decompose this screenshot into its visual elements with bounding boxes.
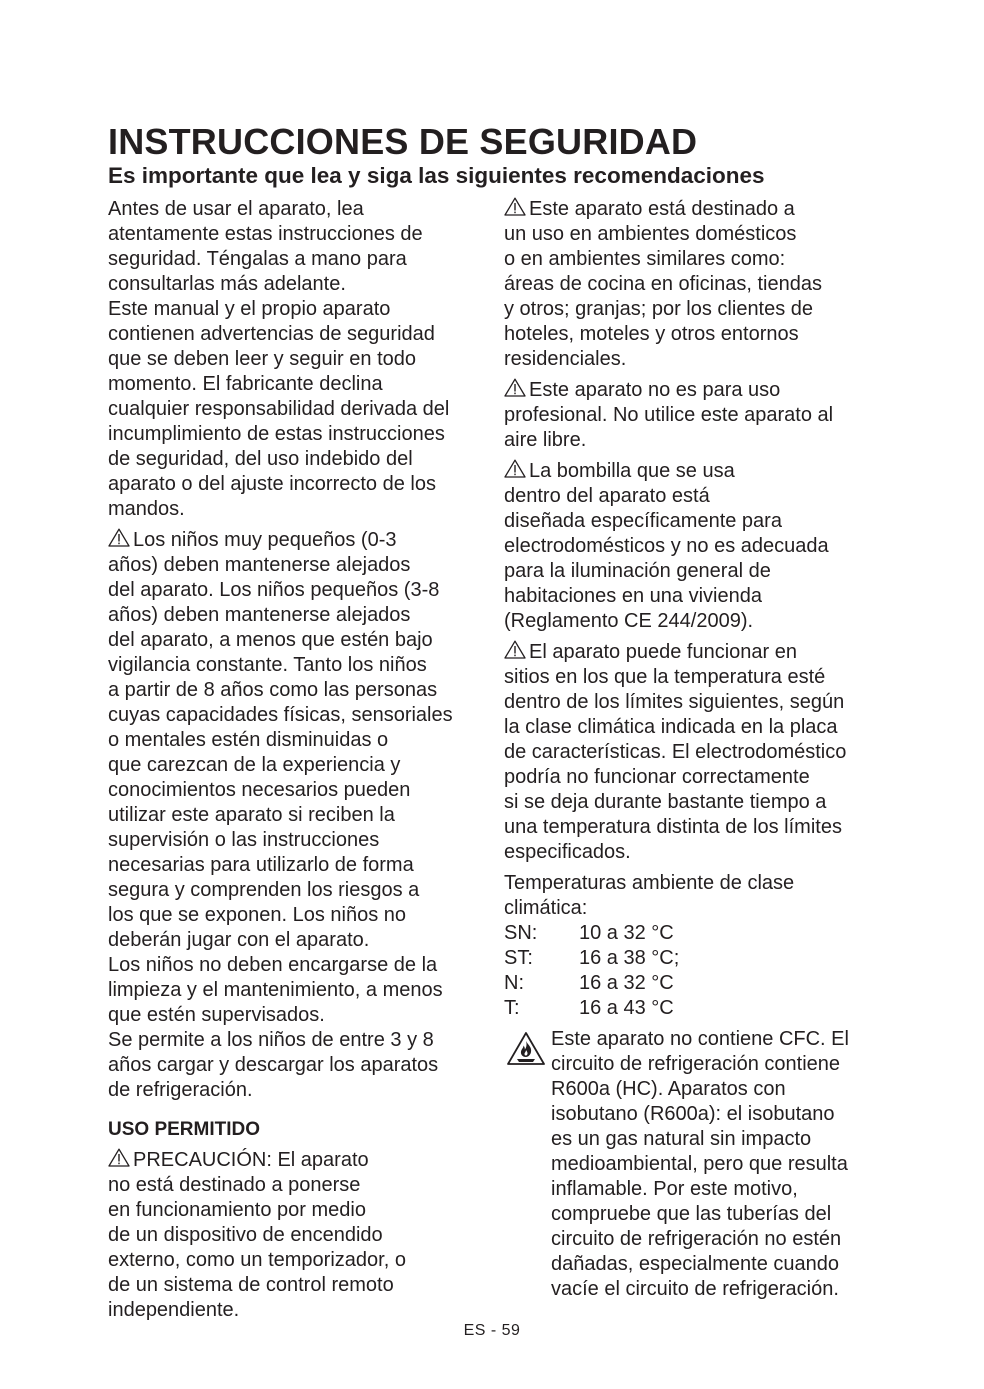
climate-class-range: 16 a 32 °C	[579, 972, 674, 994]
text-line: a partir de 8 años como las personas	[108, 679, 438, 701]
text-line: dentro de los límites siguientes, según	[504, 691, 845, 713]
warning-triangle-icon	[504, 459, 526, 478]
text-line: Este aparato está destinado a	[529, 198, 795, 220]
text-line: circuito de refrigeración contiene	[551, 1053, 841, 1075]
text-line: habitaciones en una vivienda	[504, 585, 762, 607]
text-line: deberán jugar con el aparato.	[108, 929, 370, 951]
temp-row	[504, 996, 884, 1021]
text-line: segura y comprenden los riesgos a	[108, 879, 420, 901]
climate-class-range: 16 a 38 °C;	[579, 947, 680, 969]
bulb-paragraph	[504, 459, 884, 634]
text-line: un uso en ambientes domésticos	[504, 223, 797, 245]
text-line: limpieza y el mantenimiento, a menos	[108, 979, 443, 1001]
text-line: no está destinado a ponerse	[108, 1174, 361, 1196]
text-line: consultarlas más adelante.	[108, 273, 346, 295]
text-line: Los niños no deben encargarse de la	[108, 954, 438, 976]
text-line: Se permite a los niños de entre 3 y 8	[108, 1029, 434, 1051]
flammable-warning-icon	[506, 1031, 546, 1066]
warning-triangle-icon	[108, 1148, 130, 1167]
cfc-flammable-paragraph	[504, 1027, 884, 1302]
text-line: independiente.	[108, 1299, 240, 1321]
text-line: es un gas natural sin impacto	[551, 1128, 812, 1150]
text-line: Antes de usar el aparato, lea	[108, 198, 364, 220]
children-warning-paragraph	[108, 528, 484, 1103]
text-line: vigilancia constante. Tanto los niños	[108, 654, 427, 676]
text-line: diseñada específicamente para	[504, 510, 782, 532]
text-line: o en ambientes similares como:	[504, 248, 786, 270]
temp-row	[504, 971, 884, 996]
text-line: cualquier responsabilidad derivada del	[108, 398, 450, 420]
text-line: una temperatura distinta de los límites	[504, 816, 842, 838]
temperature-table	[504, 871, 884, 1021]
text-line: años cargar y descargar los aparatos	[108, 1054, 439, 1076]
climate-class-range: 16 a 43 °C	[579, 997, 674, 1019]
warning-triangle-icon	[504, 197, 526, 216]
text-line: seguridad. Téngalas a mano para	[108, 248, 407, 270]
text-line: contienen advertencias de seguridad	[108, 323, 435, 345]
text-line: dañadas, especialmente cuando	[551, 1253, 839, 1275]
warning-triangle-icon	[504, 378, 526, 397]
text-line: que se deben leer y seguir en todo	[108, 348, 416, 370]
text-line: incumplimiento de estas instrucciones	[108, 423, 445, 445]
text-line: residenciales.	[504, 348, 627, 370]
caution-paragraph	[108, 1148, 484, 1323]
text-line: cuyas capacidades físicas, sensoriales	[108, 704, 453, 726]
text-line: conocimientos necesarios pueden	[108, 779, 411, 801]
text-line: del aparato. Los niños pequeños (3-8	[108, 579, 440, 601]
text-line: vacíe el circuito de refrigeración.	[551, 1278, 839, 1300]
text-line: profesional. No utilice este aparato al	[504, 404, 834, 426]
text-line: El aparato puede funcionar en	[529, 641, 797, 663]
climate-paragraph	[504, 640, 884, 865]
text-line: aire libre.	[504, 429, 587, 451]
text-line: utilizar este aparato si reciben la	[108, 804, 395, 826]
text-line: circuito de refrigeración no estén	[551, 1228, 842, 1250]
climate-class-code: N:	[504, 972, 524, 994]
text-line: áreas de cocina en oficinas, tiendas	[504, 273, 822, 295]
text-line: o mentales estén disminuidas o	[108, 729, 389, 751]
domestic-use-paragraph	[504, 197, 884, 372]
text-line: (Reglamento CE 244/2009).	[504, 610, 754, 632]
professional-use-paragraph	[504, 378, 884, 453]
text-line: momento. El fabricante declina	[108, 373, 383, 395]
text-line: Este aparato no es para uso	[529, 379, 781, 401]
page-title: INSTRUCCIONES DE SEGURIDAD	[108, 121, 698, 162]
text-line: atentamente estas instrucciones de	[108, 223, 423, 245]
left-column	[108, 197, 484, 1323]
text-line: La bombilla que se usa	[529, 460, 735, 482]
temp-row	[504, 946, 884, 971]
text-line: los que se exponen. Los niños no	[108, 904, 406, 926]
temp-row	[504, 921, 884, 946]
text-line: PRECAUCIÓN: El aparato	[133, 1149, 369, 1171]
text-line: especificados.	[504, 841, 631, 863]
text-line: si se deja durante bastante tiempo a	[504, 791, 827, 813]
text-line: compruebe que las tuberías del	[551, 1203, 832, 1225]
text-line: hoteles, moteles y otros entornos	[504, 323, 799, 345]
text-line: medioambiental, pero que resulta	[551, 1153, 848, 1175]
text-line: externo, como un temporizador, o	[108, 1249, 406, 1271]
text-line: la clase climática indicada en la placa	[504, 716, 838, 738]
climate-class-range: 10 a 32 °C	[579, 922, 674, 944]
text-line: de características. El electrodoméstico	[504, 741, 847, 763]
text-line: que estén supervisados.	[108, 1004, 325, 1026]
text-line: R600a (HC). Aparatos con	[551, 1078, 786, 1100]
climate-class-code: SN:	[504, 922, 538, 944]
climate-class-code: ST:	[504, 947, 533, 969]
page-subtitle: Es importante que lea y siga las siguientes recomendaciones	[108, 163, 765, 188]
text-line: electrodomésticos y no es adecuada	[504, 535, 829, 557]
right-column	[504, 197, 884, 1302]
text-line: en funcionamiento por medio	[108, 1199, 366, 1221]
warning-triangle-icon	[504, 640, 526, 659]
text-line: sitios en los que la temperatura esté	[504, 666, 826, 688]
climate-class-code: T:	[504, 997, 520, 1019]
text-line: climática:	[504, 897, 588, 919]
text-line: necesarias para utilizarlo de forma	[108, 854, 414, 876]
text-line: de refrigeración.	[108, 1079, 253, 1101]
warning-triangle-icon	[108, 528, 130, 547]
text-line: Este manual y el propio aparato	[108, 298, 391, 320]
text-line: de un dispositivo de encendido	[108, 1224, 383, 1246]
text-line: años) deben mantenerse alejados	[108, 554, 411, 576]
text-line: inflamable. Por este motivo,	[551, 1178, 798, 1200]
text-line: podría no funcionar correctamente	[504, 766, 810, 788]
text-line: dentro del aparato está	[504, 485, 710, 507]
text-line: que carezcan de la experiencia y	[108, 754, 401, 776]
text-line: supervisión o las instrucciones	[108, 829, 380, 851]
page-number: ES - 59	[463, 1322, 521, 1339]
section-heading-uso-permitido: USO PERMITIDO	[108, 1119, 261, 1140]
text-line: del aparato, a menos que estén bajo	[108, 629, 433, 651]
text-line: Temperaturas ambiente de clase	[504, 872, 795, 894]
intro-paragraph	[108, 197, 484, 522]
text-line: de seguridad, del uso indebido del	[108, 448, 413, 470]
text-line: aparato o del ajuste incorrecto de los	[108, 473, 436, 495]
text-line: Este aparato no contiene CFC. El	[551, 1028, 849, 1050]
text-line: de un sistema de control remoto	[108, 1274, 394, 1296]
text-line: Los niños muy pequeños (0-3	[133, 529, 397, 551]
text-line: isobutano (R600a): el isobutano	[551, 1103, 835, 1125]
text-line: para la iluminación general de	[504, 560, 771, 582]
text-line: mandos.	[108, 498, 185, 520]
text-line: y otros; granjas; por los clientes de	[504, 298, 814, 320]
text-line: años) deben mantenerse alejados	[108, 604, 411, 626]
